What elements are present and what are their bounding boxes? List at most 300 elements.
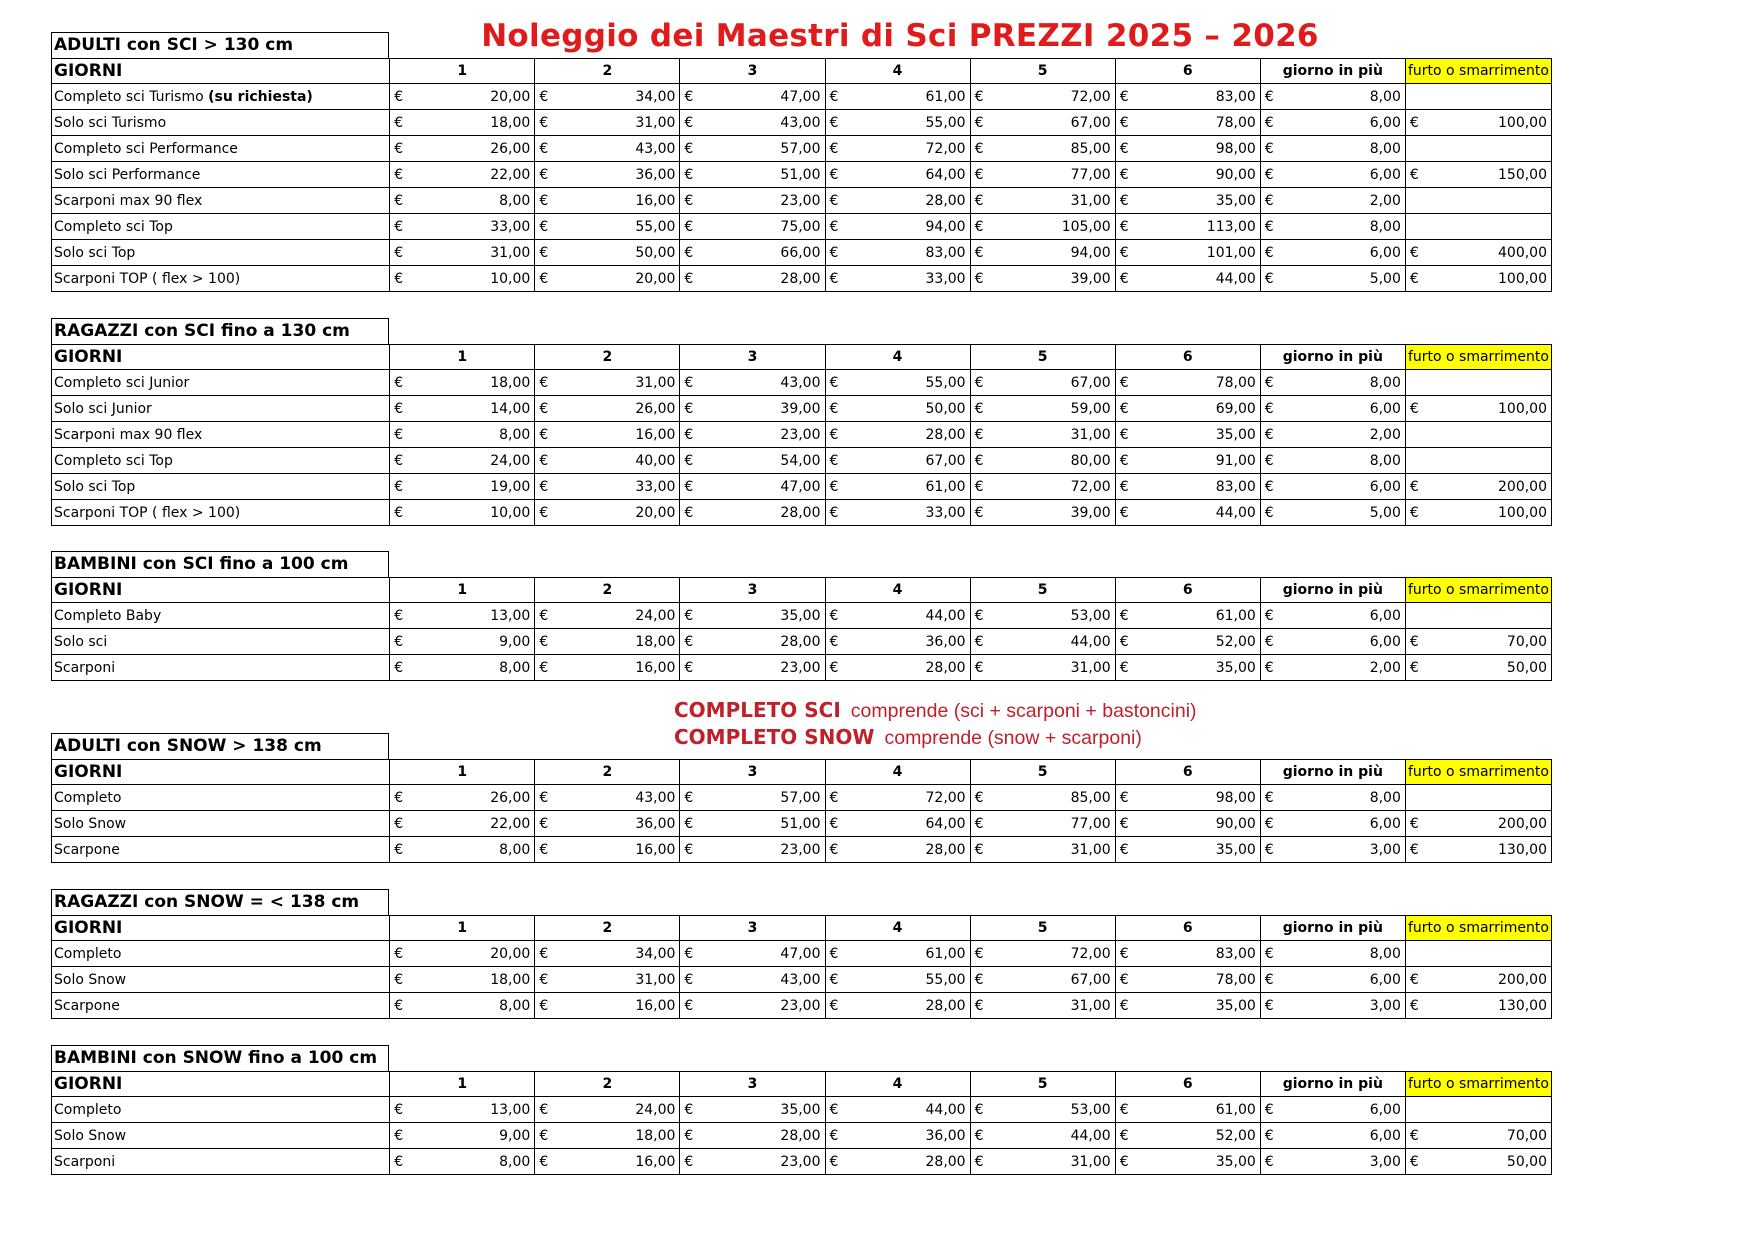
currency-symbol: €: [684, 478, 694, 495]
price-cell: [390, 811, 535, 837]
price-cell: [825, 655, 970, 681]
price-value: 34,00: [635, 88, 676, 105]
note-text: comprende (sci + scarponi + bastoncini): [850, 700, 1197, 722]
price-value: 47,00: [780, 478, 821, 495]
currency-symbol: €: [539, 140, 549, 157]
header-day-3: 3: [680, 345, 825, 370]
price-value: 18,00: [490, 374, 531, 391]
section-title: RAGAZZI con SCI fino a 130 cm: [51, 318, 389, 344]
price-cell: [825, 967, 970, 993]
item-name: Completo: [54, 789, 122, 806]
currency-symbol: €: [394, 140, 404, 157]
price-cell: [1405, 603, 1551, 629]
price-value: 35,00: [1215, 841, 1256, 858]
price-value: 3,00: [1369, 1153, 1401, 1170]
price-value: 6,00: [1369, 478, 1401, 495]
currency-symbol: €: [394, 633, 404, 650]
currency-symbol: €: [1119, 452, 1129, 469]
table-row: [52, 422, 1552, 448]
price-cell: [1115, 422, 1260, 448]
price-value: 20,00: [635, 270, 676, 287]
price-cell: [970, 785, 1115, 811]
item-name: Scarponi max 90 flex: [54, 426, 203, 443]
price-section: [51, 551, 1552, 681]
item-name: Scarponi TOP ( flex > 100): [54, 270, 241, 287]
price-cell: [825, 941, 970, 967]
currency-symbol: €: [1119, 504, 1129, 521]
header-day-6: 6: [1115, 916, 1260, 941]
currency-symbol: €: [1264, 400, 1274, 417]
price-cell: [970, 136, 1115, 162]
price-value: 28,00: [925, 192, 966, 209]
currency-symbol: €: [394, 789, 404, 806]
item-name: Scarponi TOP ( flex > 100): [54, 504, 241, 521]
price-cell: [825, 84, 970, 110]
currency-symbol: €: [539, 452, 549, 469]
currency-symbol: €: [684, 971, 694, 988]
price-value: 28,00: [925, 426, 966, 443]
price-cell: [1115, 941, 1260, 967]
currency-symbol: €: [394, 114, 404, 131]
price-cell: [1260, 967, 1405, 993]
header-day-2: 2: [535, 1072, 680, 1097]
price-value: 61,00: [1215, 607, 1256, 624]
currency-symbol: €: [539, 400, 549, 417]
currency-symbol: €: [684, 192, 694, 209]
item-name: Scarponi: [54, 659, 116, 676]
price-value: 2,00: [1369, 426, 1401, 443]
currency-symbol: €: [829, 1153, 839, 1170]
price-cell: [1115, 448, 1260, 474]
price-cell: [535, 266, 680, 292]
header-furto: furto o smarrimento: [1405, 760, 1551, 785]
price-value: 100,00: [1498, 114, 1547, 131]
price-cell: [535, 474, 680, 500]
currency-symbol: €: [1119, 192, 1129, 209]
currency-symbol: €: [539, 374, 549, 391]
price-cell: [1115, 1123, 1260, 1149]
currency-symbol: €: [539, 945, 549, 962]
currency-symbol: €: [1119, 400, 1129, 417]
price-value: 8,00: [1369, 789, 1401, 806]
price-value: 55,00: [925, 374, 966, 391]
currency-symbol: €: [974, 270, 984, 287]
price-cell: [535, 967, 680, 993]
currency-symbol: €: [539, 218, 549, 235]
price-cell: [1405, 655, 1551, 681]
price-value: 57,00: [780, 140, 821, 157]
price-value: 83,00: [925, 244, 966, 261]
price-cell: [825, 500, 970, 526]
currency-symbol: €: [539, 841, 549, 858]
price-value: 13,00: [490, 607, 531, 624]
price-cell: [825, 214, 970, 240]
item-cell: [52, 941, 390, 967]
currency-symbol: €: [974, 426, 984, 443]
currency-symbol: €: [394, 452, 404, 469]
price-value: 8,00: [499, 426, 531, 443]
header-label: GIORNI: [52, 59, 390, 84]
currency-symbol: €: [394, 270, 404, 287]
price-value: 78,00: [1215, 374, 1256, 391]
currency-symbol: €: [1264, 140, 1274, 157]
price-value: 31,00: [635, 971, 676, 988]
currency-symbol: €: [684, 166, 694, 183]
price-value: 18,00: [490, 114, 531, 131]
price-cell: [1260, 629, 1405, 655]
price-cell: [390, 110, 535, 136]
price-value: 52,00: [1215, 1127, 1256, 1144]
section-title: BAMBINI con SCI fino a 100 cm: [51, 551, 389, 577]
price-cell: [680, 162, 825, 188]
price-cell: [970, 84, 1115, 110]
currency-symbol: €: [1119, 971, 1129, 988]
price-value: 83,00: [1215, 478, 1256, 495]
price-cell: [970, 474, 1115, 500]
price-value: 31,00: [1070, 997, 1111, 1014]
price-cell: [825, 448, 970, 474]
price-cell: [970, 448, 1115, 474]
price-value: 59,00: [1070, 400, 1111, 417]
item-name: Completo Baby: [54, 607, 162, 624]
price-value: 28,00: [925, 997, 966, 1014]
price-value: 113,00: [1206, 218, 1256, 235]
price-value: 72,00: [1070, 88, 1111, 105]
price-value: 14,00: [490, 400, 531, 417]
price-value: 55,00: [925, 114, 966, 131]
price-cell: [1260, 1149, 1405, 1175]
price-value: 44,00: [1215, 270, 1256, 287]
currency-symbol: €: [684, 1127, 694, 1144]
price-cell: [825, 240, 970, 266]
header-day-3: 3: [680, 916, 825, 941]
price-value: 39,00: [1070, 270, 1111, 287]
item-cell: [52, 500, 390, 526]
price-cell: [1260, 474, 1405, 500]
item-name: Scarponi: [54, 1153, 116, 1170]
price-cell: [970, 188, 1115, 214]
price-cell: [970, 1123, 1115, 1149]
currency-symbol: €: [1119, 244, 1129, 261]
currency-symbol: €: [394, 971, 404, 988]
header-day-5: 5: [970, 59, 1115, 84]
price-value: 98,00: [1215, 789, 1256, 806]
price-value: 50,00: [925, 400, 966, 417]
price-value: 26,00: [635, 400, 676, 417]
price-value: 50,00: [1506, 1153, 1547, 1170]
price-value: 77,00: [1070, 815, 1111, 832]
price-cell: [390, 422, 535, 448]
currency-symbol: €: [539, 607, 549, 624]
currency-symbol: €: [1264, 452, 1274, 469]
price-cell: [535, 1149, 680, 1175]
price-value: 8,00: [499, 997, 531, 1014]
header-day-6: 6: [1115, 59, 1260, 84]
price-value: 66,00: [780, 244, 821, 261]
currency-symbol: €: [829, 88, 839, 105]
price-value: 8,00: [499, 841, 531, 858]
price-table: [51, 915, 1552, 1019]
header-row: [52, 1072, 1552, 1097]
price-cell: [390, 84, 535, 110]
price-cell: [390, 785, 535, 811]
header-furto: furto o smarrimento: [1405, 1072, 1551, 1097]
currency-symbol: €: [974, 997, 984, 1014]
price-value: 44,00: [925, 1101, 966, 1118]
currency-symbol: €: [684, 841, 694, 858]
price-value: 5,00: [1369, 504, 1401, 521]
price-value: 78,00: [1215, 114, 1256, 131]
header-day-3: 3: [680, 1072, 825, 1097]
currency-symbol: €: [829, 1101, 839, 1118]
price-cell: [680, 370, 825, 396]
currency-symbol: €: [829, 997, 839, 1014]
price-value: 5,00: [1369, 270, 1401, 287]
price-cell: [535, 136, 680, 162]
header-extra-day: giorno in più: [1260, 59, 1405, 84]
currency-symbol: €: [394, 815, 404, 832]
header-label: GIORNI: [52, 345, 390, 370]
price-value: 67,00: [1070, 114, 1111, 131]
price-value: 20,00: [635, 504, 676, 521]
price-value: 53,00: [1070, 1101, 1111, 1118]
currency-symbol: €: [539, 815, 549, 832]
item-name: Solo Snow: [54, 971, 127, 988]
price-cell: [1405, 422, 1551, 448]
item-cell: [52, 785, 390, 811]
price-value: 72,00: [925, 140, 966, 157]
currency-symbol: €: [974, 659, 984, 676]
currency-symbol: €: [829, 244, 839, 261]
price-value: 61,00: [925, 478, 966, 495]
price-value: 8,00: [499, 1153, 531, 1170]
price-cell: [1260, 941, 1405, 967]
price-cell: [1260, 1123, 1405, 1149]
price-cell: [1260, 500, 1405, 526]
header-day-2: 2: [535, 578, 680, 603]
currency-symbol: €: [684, 815, 694, 832]
price-cell: [535, 785, 680, 811]
price-cell: [970, 837, 1115, 863]
price-value: 23,00: [780, 192, 821, 209]
price-cell: [535, 188, 680, 214]
table-row: [52, 629, 1552, 655]
item-cell: [52, 967, 390, 993]
price-cell: [1260, 811, 1405, 837]
price-cell: [970, 110, 1115, 136]
item-cell: [52, 1097, 390, 1123]
price-value: 24,00: [490, 452, 531, 469]
currency-symbol: €: [684, 659, 694, 676]
currency-symbol: €: [1119, 426, 1129, 443]
currency-symbol: €: [684, 1101, 694, 1118]
currency-symbol: €: [1264, 504, 1274, 521]
item-cell: [52, 1149, 390, 1175]
price-value: 69,00: [1215, 400, 1256, 417]
price-cell: [535, 370, 680, 396]
price-cell: [1405, 240, 1551, 266]
price-cell: [1260, 448, 1405, 474]
currency-symbol: €: [1409, 166, 1419, 183]
table-row: [52, 448, 1552, 474]
header-day-6: 6: [1115, 345, 1260, 370]
currency-symbol: €: [1409, 1153, 1419, 1170]
price-cell: [680, 837, 825, 863]
price-cell: [680, 655, 825, 681]
price-cell: [1115, 188, 1260, 214]
table-row: [52, 240, 1552, 266]
price-value: 33,00: [925, 270, 966, 287]
price-cell: [390, 1123, 535, 1149]
header-day-6: 6: [1115, 760, 1260, 785]
price-value: 6,00: [1369, 1127, 1401, 1144]
price-cell: [825, 162, 970, 188]
price-value: 28,00: [925, 841, 966, 858]
price-cell: [1260, 655, 1405, 681]
price-cell: [1260, 266, 1405, 292]
price-cell: [1405, 629, 1551, 655]
table-row: [52, 1123, 1552, 1149]
price-value: 100,00: [1498, 270, 1547, 287]
currency-symbol: €: [684, 218, 694, 235]
price-value: 31,00: [1070, 659, 1111, 676]
price-value: 72,00: [925, 789, 966, 806]
currency-symbol: €: [1119, 140, 1129, 157]
header-label: GIORNI: [52, 760, 390, 785]
currency-symbol: €: [539, 478, 549, 495]
price-cell: [535, 396, 680, 422]
price-cell: [680, 214, 825, 240]
price-cell: [535, 655, 680, 681]
item-name: Solo Snow: [54, 1127, 127, 1144]
note-text: comprende (snow + scarponi): [884, 727, 1142, 749]
header-day-4: 4: [825, 345, 970, 370]
currency-symbol: €: [829, 192, 839, 209]
price-cell: [1115, 837, 1260, 863]
price-value: 31,00: [1070, 841, 1111, 858]
header-day-3: 3: [680, 59, 825, 84]
price-cell: [680, 629, 825, 655]
currency-symbol: €: [1409, 504, 1419, 521]
item-name: Completo: [54, 945, 122, 962]
currency-symbol: €: [974, 114, 984, 131]
currency-symbol: €: [1119, 270, 1129, 287]
currency-symbol: €: [539, 997, 549, 1014]
price-cell: [1405, 214, 1551, 240]
price-cell: [1260, 84, 1405, 110]
currency-symbol: €: [539, 114, 549, 131]
price-cell: [1115, 84, 1260, 110]
price-cell: [1260, 214, 1405, 240]
price-cell: [390, 370, 535, 396]
currency-symbol: €: [1264, 244, 1274, 261]
price-cell: [1405, 110, 1551, 136]
price-value: 55,00: [635, 218, 676, 235]
item-name: Solo Snow: [54, 815, 127, 832]
currency-symbol: €: [394, 218, 404, 235]
price-cell: [535, 422, 680, 448]
currency-symbol: €: [1409, 633, 1419, 650]
price-value: 64,00: [925, 166, 966, 183]
currency-symbol: €: [829, 971, 839, 988]
price-value: 9,00: [499, 633, 531, 650]
price-value: 61,00: [925, 88, 966, 105]
currency-symbol: €: [1119, 841, 1129, 858]
price-value: 2,00: [1369, 192, 1401, 209]
price-value: 28,00: [780, 504, 821, 521]
currency-symbol: €: [684, 244, 694, 261]
header-extra-day: giorno in più: [1260, 760, 1405, 785]
price-value: 105,00: [1061, 218, 1111, 235]
currency-symbol: €: [394, 166, 404, 183]
item-cell: [52, 396, 390, 422]
price-value: 83,00: [1215, 88, 1256, 105]
price-value: 57,00: [780, 789, 821, 806]
currency-symbol: €: [974, 1153, 984, 1170]
price-cell: [1405, 266, 1551, 292]
currency-symbol: €: [1119, 1101, 1129, 1118]
header-extra-day: giorno in più: [1260, 1072, 1405, 1097]
price-cell: [390, 396, 535, 422]
price-cell: [1115, 474, 1260, 500]
price-cell: [680, 188, 825, 214]
currency-symbol: €: [1264, 114, 1274, 131]
price-cell: [390, 655, 535, 681]
item-cell: [52, 474, 390, 500]
item-name: Solo sci Top: [54, 244, 136, 261]
price-value: 100,00: [1498, 400, 1547, 417]
price-cell: [1405, 1097, 1551, 1123]
price-value: 8,00: [499, 192, 531, 209]
currency-symbol: €: [539, 426, 549, 443]
header-furto: furto o smarrimento: [1405, 345, 1551, 370]
currency-symbol: €: [1409, 270, 1419, 287]
price-cell: [535, 214, 680, 240]
price-value: 6,00: [1369, 815, 1401, 832]
item-cell: [52, 162, 390, 188]
price-cell: [825, 110, 970, 136]
price-value: 33,00: [635, 478, 676, 495]
price-cell: [1115, 993, 1260, 1019]
currency-symbol: €: [974, 244, 984, 261]
price-cell: [1115, 811, 1260, 837]
currency-symbol: €: [684, 633, 694, 650]
currency-symbol: €: [684, 789, 694, 806]
price-value: 85,00: [1070, 140, 1111, 157]
price-cell: [1260, 136, 1405, 162]
header-day-1: 1: [390, 760, 535, 785]
price-cell: [970, 266, 1115, 292]
price-value: 35,00: [1215, 659, 1256, 676]
table-row: [52, 110, 1552, 136]
price-value: 16,00: [635, 997, 676, 1014]
currency-symbol: €: [1264, 659, 1274, 676]
price-value: 6,00: [1369, 971, 1401, 988]
price-value: 43,00: [780, 971, 821, 988]
price-value: 16,00: [635, 192, 676, 209]
currency-symbol: €: [1119, 1127, 1129, 1144]
price-value: 100,00: [1498, 504, 1547, 521]
price-cell: [390, 1149, 535, 1175]
item-name: Solo sci Top: [54, 478, 136, 495]
table-row: [52, 993, 1552, 1019]
price-value: 90,00: [1215, 166, 1256, 183]
header-day-1: 1: [390, 345, 535, 370]
currency-symbol: €: [1409, 997, 1419, 1014]
currency-symbol: €: [394, 1101, 404, 1118]
currency-symbol: €: [394, 1127, 404, 1144]
currency-symbol: €: [539, 789, 549, 806]
